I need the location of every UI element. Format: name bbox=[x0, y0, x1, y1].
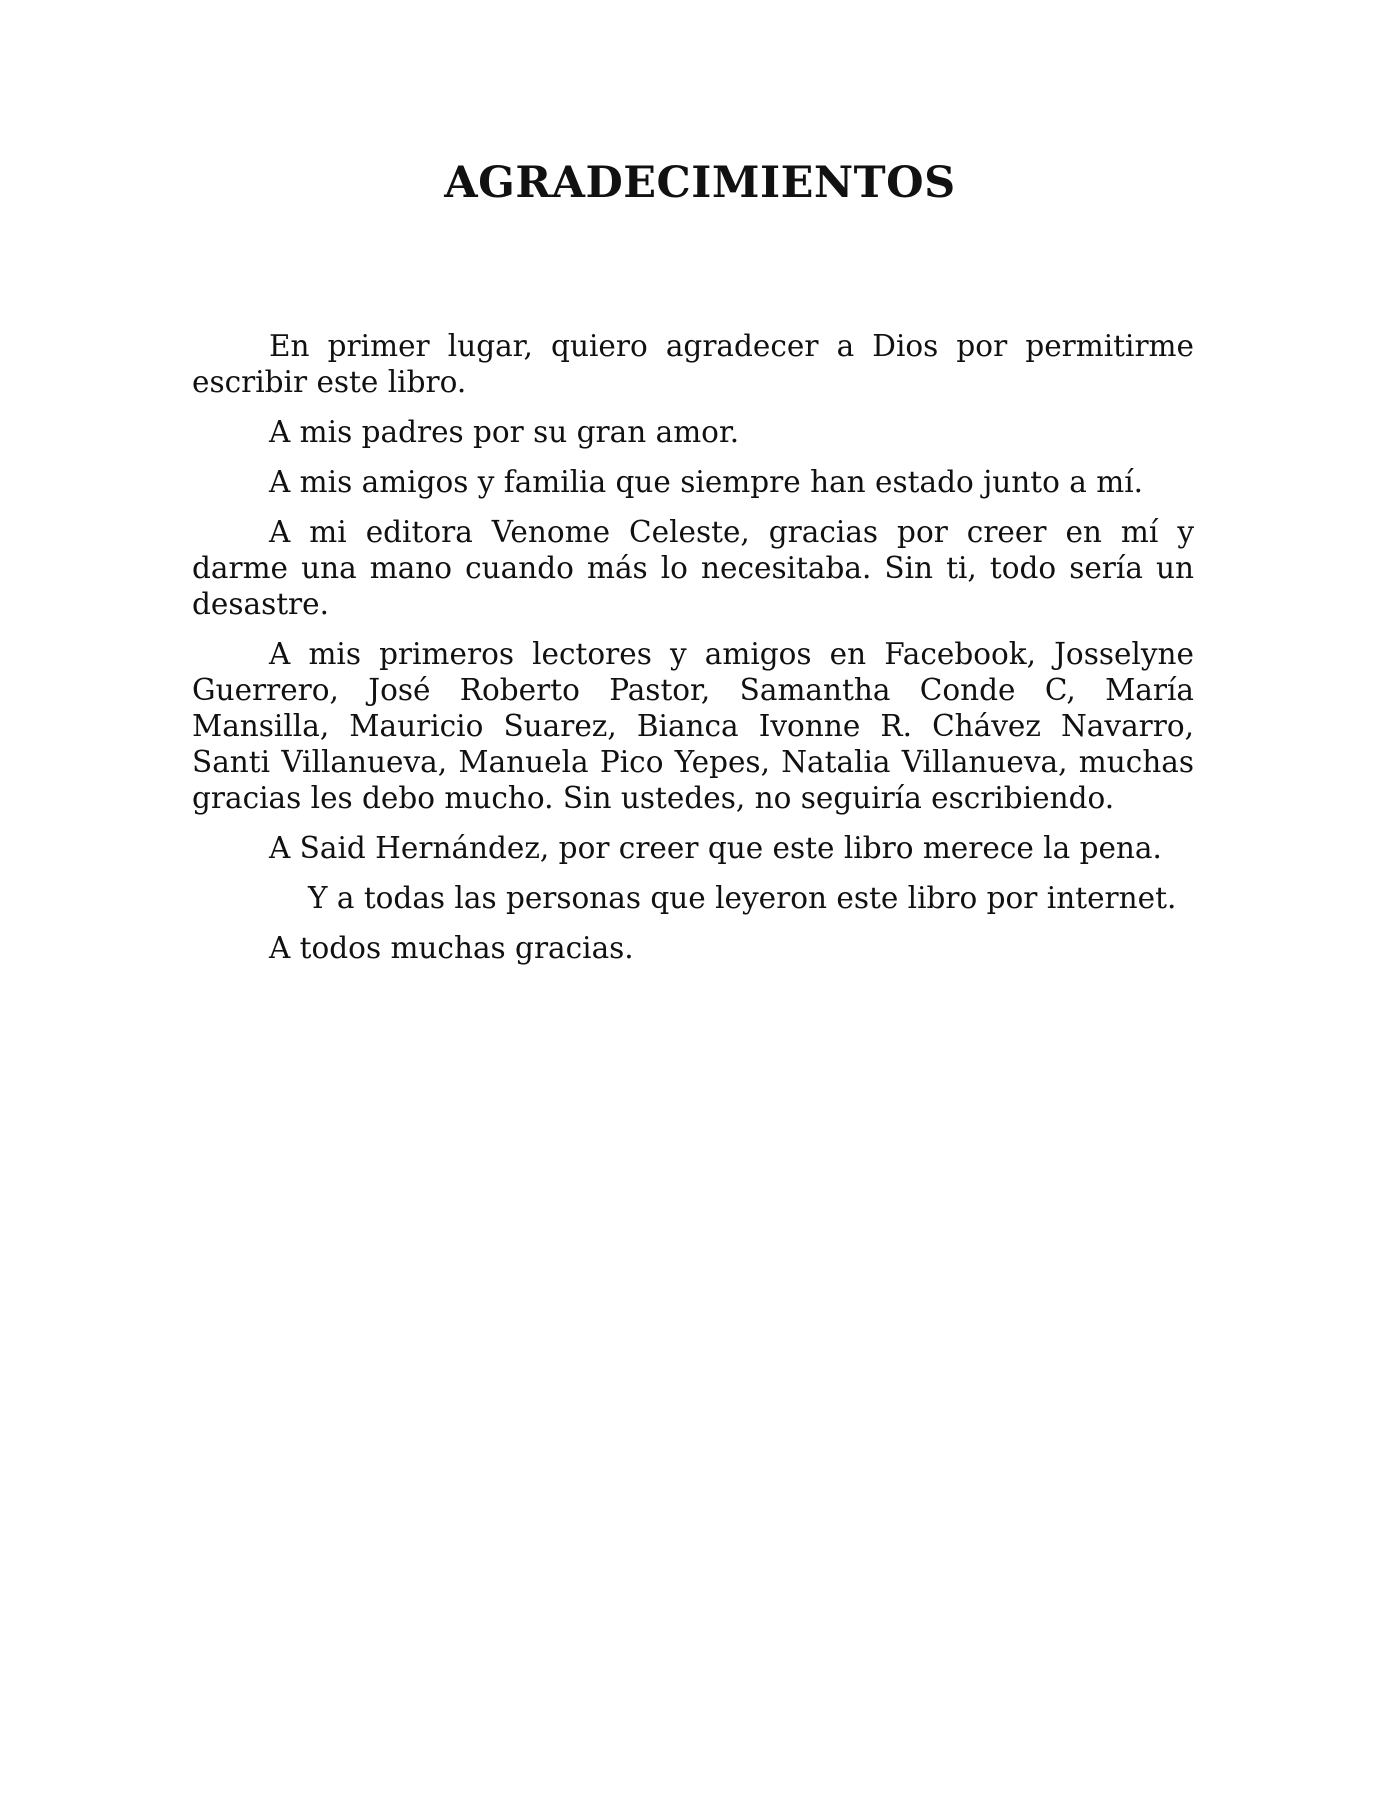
paragraph-1: En primer lugar, quiero agradecer a Dios por permitirme escribir este libro. bbox=[192, 329, 1194, 399]
paragraph-6: A Said Hernández, por creer que este libro merece la pena. bbox=[269, 831, 1162, 865]
paragraph-4: A mi editora Venome Celeste, gracias por creer en mí y darme una mano cuando más lo necesitaba. Sin ti, todo sería un desastre. bbox=[192, 515, 1194, 621]
paragraph-8: A todos muchas gracias. bbox=[269, 931, 634, 965]
page-title: AGRADECIMIENTOS bbox=[444, 158, 956, 208]
paragraph-3: A mis amigos y familia que siempre han estado junto a mí. bbox=[269, 465, 1144, 499]
acknowledgements-body bbox=[192, 328, 1194, 980]
paragraph-5: A mis primeros lectores y amigos en Facebook, Josselyne Guerrero, José Roberto Pastor, Samantha Conde C, María Mansilla, Mauricio Suarez, Bianca Ivonne R. Chávez Navarro, Santi Villanueva, Manuela Pico Yepes, Natalia Villanueva, muchas gracias les debo mucho. Sin ustedes, no seguiría escribiendo. bbox=[192, 637, 1194, 815]
paragraph-7: Y a todas las personas que leyeron este libro por internet. bbox=[308, 881, 1177, 915]
paragraph-2: A mis padres por su gran amor. bbox=[269, 415, 740, 449]
